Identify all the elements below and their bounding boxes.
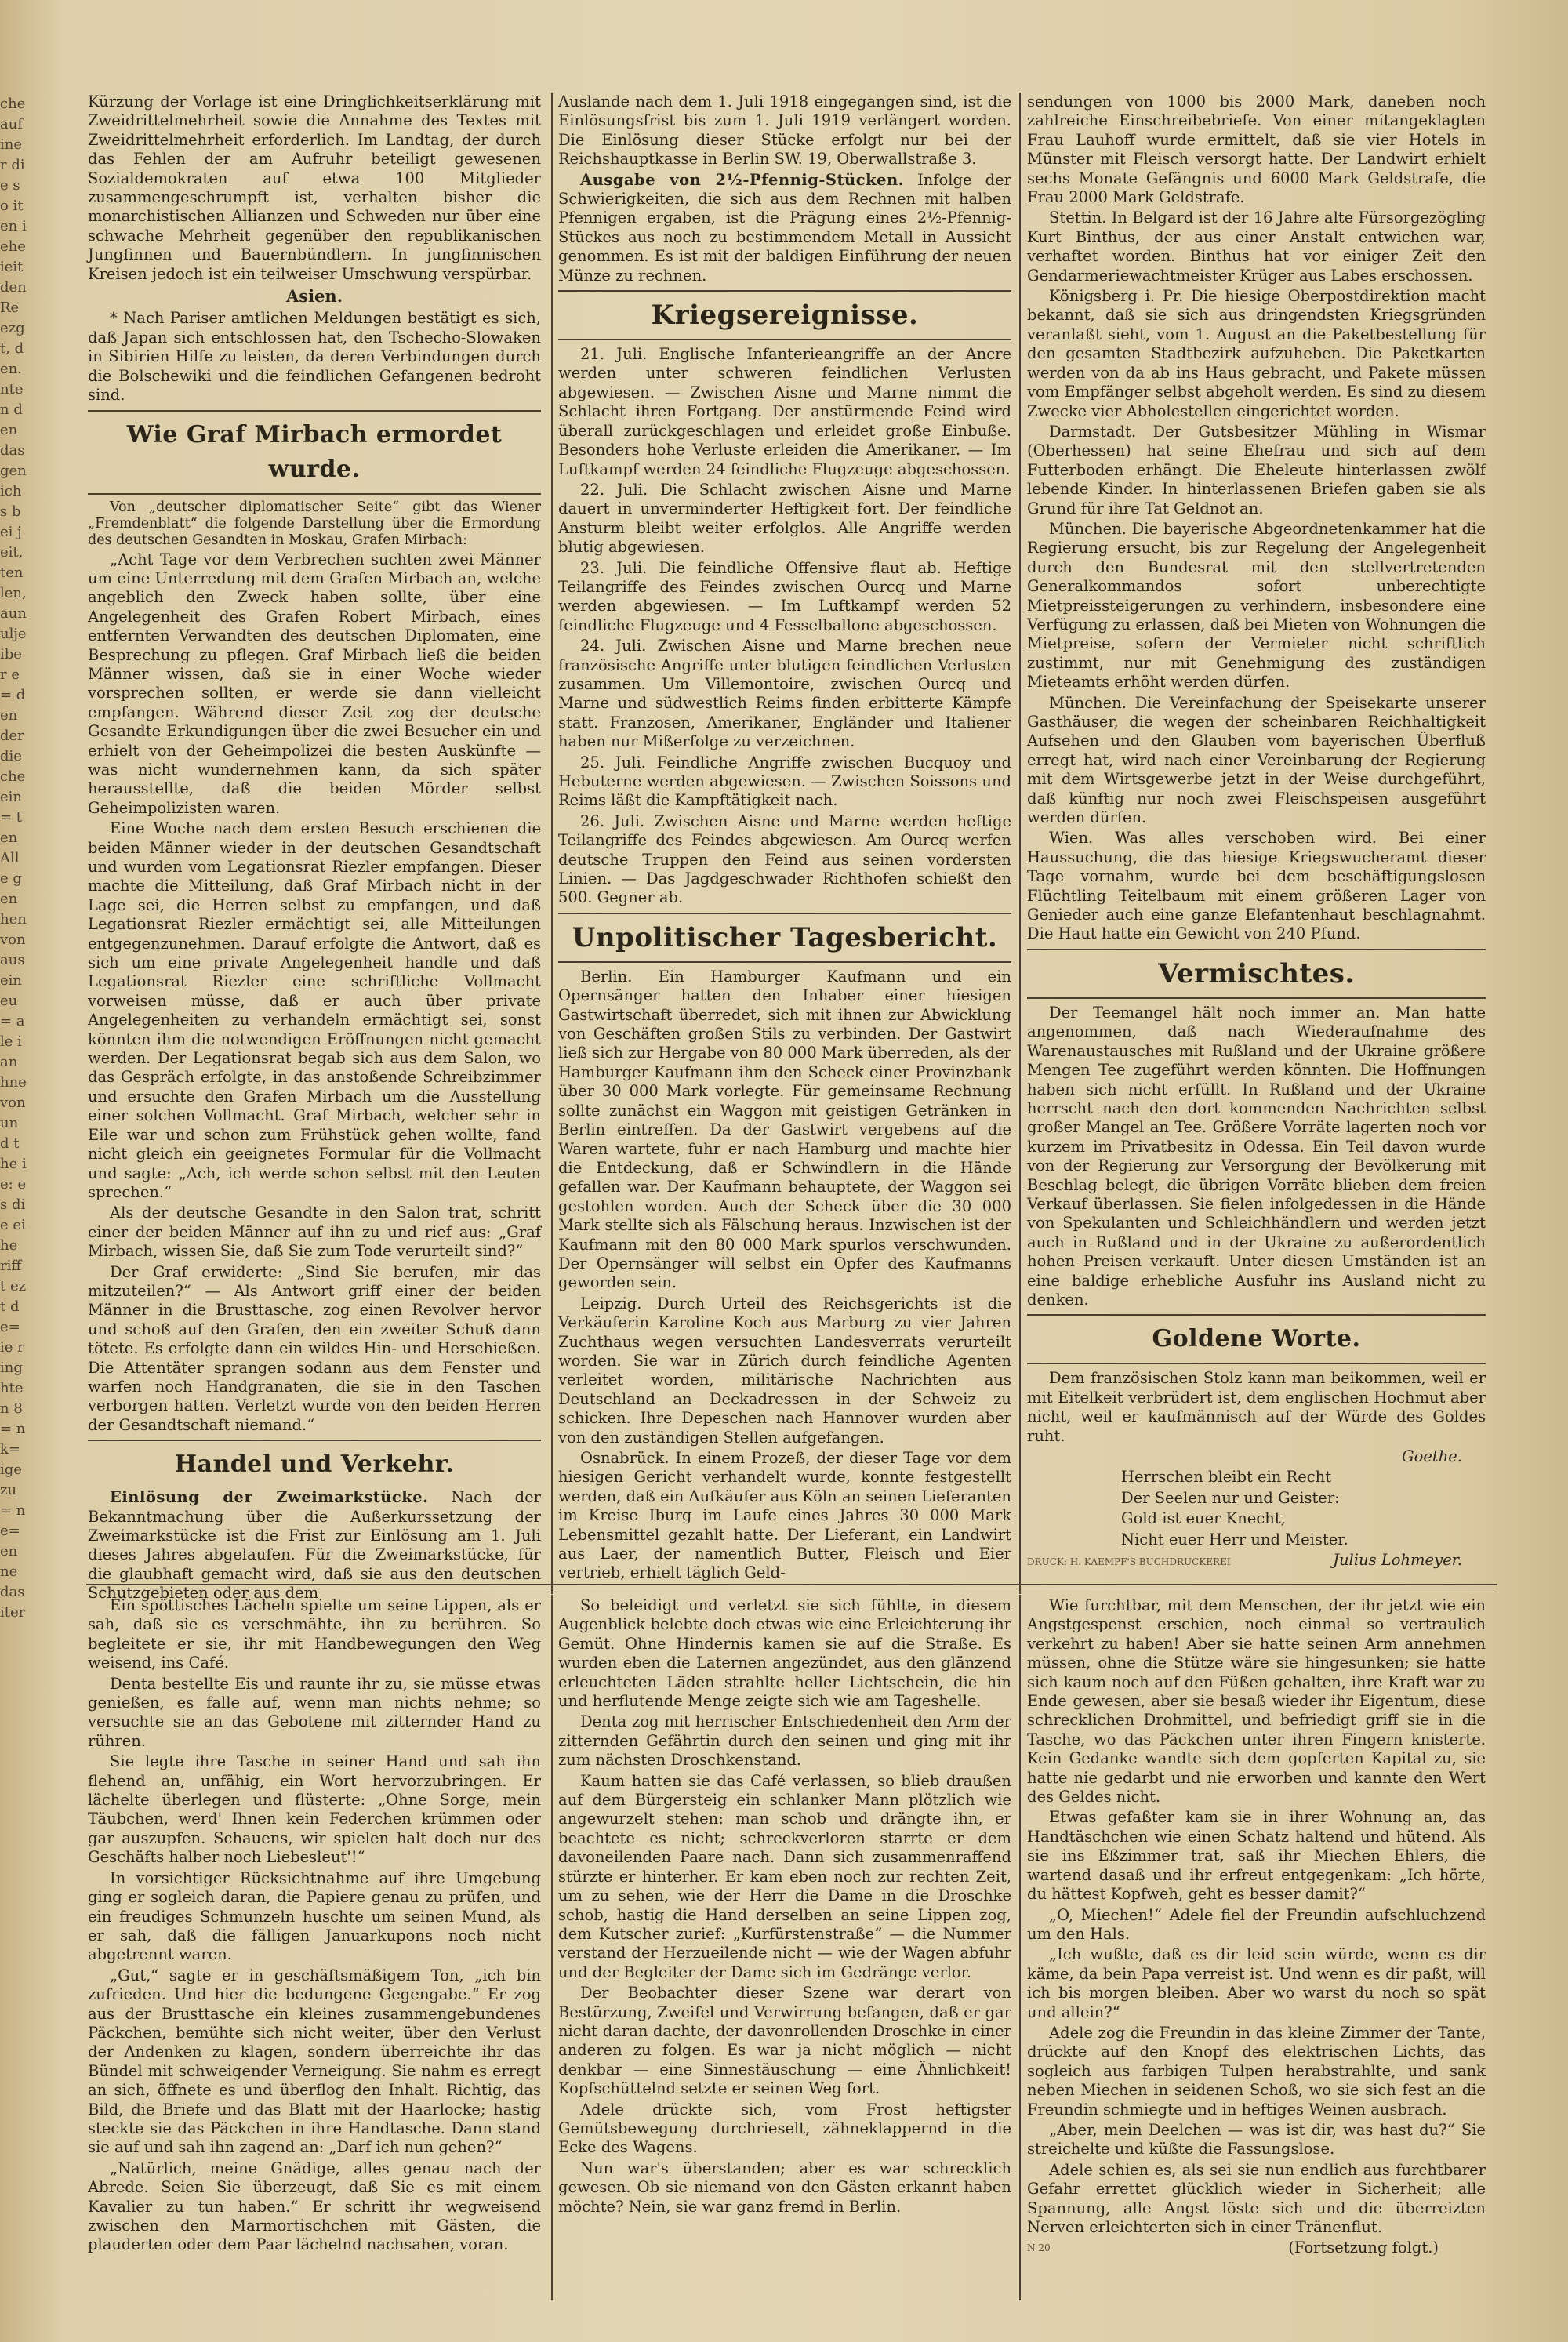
- top-column-2: [558, 93, 1011, 1582]
- story-text: Nun war's überstanden; aber es war schrecklich gewesen. Ob sie niemand von den Gästen erkannt haben möchte? Nein, sie war ganz fremd in Berlin.: [558, 2159, 1011, 2216]
- article-text: Kürzung der Vorlage ist eine Dringlichkeitserklärung mit Zweidrittelmehrheit sowie die Annahme des Textes mit Zweidrittelmehrheit erforderlich. Im Landtag, der durch das Fehlen der am Aufruhr beteiligt gewesenen Sozialdemokraten auf etwa 100 Mitglieder zusammengeschrumpft ist, verhalten bisher die monarchistischen Allianzen und Schweden nur über eine schwache Mehrheit gegenüber den republikanischen Jungfinnen und Bauernbündlern. In jungfinnischen Kreisen jedoch ist ein teilweiser Umschwung verspürbar.: [88, 93, 541, 283]
- headline-kriegsereignisse: Kriegsereignisse.: [651, 300, 919, 332]
- column-rule-1: [551, 93, 553, 1594]
- feuilleton-rule-1: [551, 1595, 553, 2300]
- war-report-23: 23. Juli. Die feindliche Offensive flaut ab. Heftige Teilangriffe des Feindes zwischen Ourcq und Marne werden abgewiesen. — Im Luftkampf werden 52 feindliche Flugzeuge und 4 Fesselballone abgeschossen.: [558, 558, 1011, 634]
- feuilleton-rule-2: [1019, 1595, 1021, 2300]
- story-text: In vorsichtiger Rücksichtnahme auf ihre Umgebung ging er sogleich daran, die Papiere genau zu prüfen, und ein freudiges Schmunzeln huschte um seinen Mund, als er sah, daß die fälligen Januarkupons noch nicht abgetrennt waren.: [88, 1868, 541, 1964]
- report-wien: Wien. Was alles verschoben wird. Bei einer Haussuchung, die das hiesige Kriegswucheramt dieser Tage vornahm, wurde bei dem beschäftigungslosen Flüchtling Teitelbaum mit einem größeren Lager von Genieder auch eine ganze Elefantenhaut beschlagnahmt. Die Haut hatte ein Gewicht von 240 Pfund.: [1027, 829, 1486, 943]
- story-text: Sie legte ihre Tasche in seiner Hand und sah ihn flehend an, unfähig, ein Wort hervorzubringen. Er lächelte überlegen und flüsterte: „Ohne Sorge, mein Täubchen, werd' Ihnen kein Federchen krümmen oder gar auszupfen. Schauens, wir spielen halt doch nur des Geschäfts halber noch Liebesleut'!“: [88, 1752, 541, 1867]
- story-text: Denta bestellte Eis und raunte ihr zu, sie müsse etwas genießen, es falle auf, wenn man nichts nehme; so versuchte sie an das Gebotene mit zitternder Hand zu rühren.: [88, 1674, 541, 1750]
- report-stettin: Stettin. In Belgard ist der 16 Jahre alte Fürsorgezögling Kurt Binthus, der aus einer Anstalt entwichen war, verhaftet worden. Binthus hat vor einiger Zeit den Gendarmeriewachtmeister Krüger aus Labes erschossen.: [1027, 209, 1486, 285]
- article-text: Auslande nach dem 1. Juli 1918 eingegangen sind, ist die Einlösungsfrist bis zum 1. Juli 1919 verlängert worden. Die Einlösung dieser Stücke erfolgt nur bei der Reichshauptkasse in Berlin SW. 19, Oberwallstraße 3.: [558, 93, 1011, 169]
- report-muenchen-1: München. Die bayerische Abgeordnetenkammer hat die Regierung ersucht, bis zur Regelung der Angelegenheit durch den Bundesrat mit den stellvertretenden Generalkommandos sofort unberechtigte Mietpreissteigerungen zu verhindern, insbesondere eine Verfügung zu erlassen, daß bei Mieten von Wohnungen die Mietpreise, sofern der Vermieter nicht schriftlich zustimmt, nur mit Genehmigung des zuständigen Mieteamts erhöht werden dürfen.: [1027, 519, 1486, 692]
- story-text: „Gut,“ sagte er in geschäftsmäßigem Ton, „ich bin zufrieden. Und hier die bedungene Gegengabe.“ Er zog aus der Brusttasche ein kleines zusammengebundenes Päckchen, bemühte sich nicht weiter, über den Verlust der Andenken zu klagen, sondern überreichte ihr das Bündel mit schweigender Verneigung. Sie nahm es erregt an sich, öffnete es und überflog den Inhalt. Richtig, das Bild, die Briefe und das Blatt mit der Haarlocke; hastig steckte sie das Päckchen in ihre Handtasche. Dann stand sie auf und sah ihn zagend an: „Darf ich nun gehen?“: [88, 1966, 541, 2157]
- story-text: „Ich wußte, daß es dir leid sein würde, wenn es dir käme, da bein Papa verreist ist. Und wenn es dir paßt, will ich bis morgen bleiben. Aber wo warst du noch so spät und allein?“: [1027, 1945, 1486, 2021]
- article-text: Nach der Bekanntmachung über die Außerkurssetzung der Zweimarkstücke ist die Frist zur Einlösung am 1. Juli dieses Jahres abgelaufen. Für die Zweimarkstücke, für die glaubhaft gemacht wird, daß sie aus den deutschen Schutzgebieten oder aus dem: [88, 1488, 541, 1603]
- article-text: Als der deutsche Gesandte in den Salon trat, schritt einer der beiden Männer auf ihn zu und rief aus: „Graf Mirbach, wissen Sie, daß Sie zum Tode verurteilt sind?“: [88, 1204, 541, 1261]
- poem-line: Gold ist euer Knecht,: [1121, 1509, 1286, 1528]
- story-text: So beleidigt und verletzt sie sich fühlte, in diesem Augenblick belebte doch etwas wie eine Erleichterung ihr Gemüt. Ohne Hindernis kamen sie auf die Straße. Es wurden eben die Laternen angezündet, aus den glänzend erleuchteten Läden strahlte heller Lichtschein, die hin und herflutende Menge zeigte sich wie am Tageshelle.: [558, 1596, 1011, 1711]
- divider: [558, 913, 1011, 914]
- report-leipzig: Leipzig. Durch Urteil des Reichsgerichts ist die Verkäuferin Karoline Koch aus Marburg zu vier Jahren Zuchthaus wegen versuchten Landesverrats verurteilt worden. Sie war in Zürich durch feindliche Agenten verleitet worden, militärische Nachrichten aus Deutschland an Deckadressen in der Schweiz zu schicken. Ihre Depeschen nach Hannover wurden aber von den zuständigen Stellen aufgefangen.: [558, 1294, 1011, 1447]
- divider: [558, 961, 1011, 963]
- story-text: Adele schien es, als sei sie nun endlich aus furchtbarer Gefahr errettet glücklich wieder in Sicherheit; alle Spannung, alle Angst löste sich und die überreizten Nerven erleichterten sich in einer Tränenflut.: [1027, 2160, 1486, 2236]
- divider: [88, 1440, 541, 1441]
- story-text: „Aber, mein Deelchen — was ist dir, was hast du?“ Sie streichelte und küßte die Fassungslose.: [1027, 2120, 1486, 2159]
- story-text: Denta zog mit herrischer Entschiedenheit den Arm der zitternden Gefährtin durch den seinen und ging mit ihr zum nächsten Droschkenstand.: [558, 1712, 1011, 1770]
- story-text: „O, Miechen!“ Adele fiel der Freundin aufschluchzend um den Hals.: [1027, 1905, 1486, 1943]
- divider: [88, 410, 541, 412]
- headline-mirbach: Wie Graf Mirbach ermordet wurde.: [126, 420, 503, 483]
- page-signature: N 20: [1027, 2242, 1051, 2254]
- item-lead: Ausgabe von 2½-Pfennig-Stücken.: [580, 170, 904, 189]
- story-text: Kaum hatten sie das Café verlassen, so blieb draußen auf dem Bürgersteig ein schlanker Mann plötzlich wie angewurzelt stehen: man schob und drängte ihn, er beachtete es nicht; schreckverloren starrte er dem davoneilenden Paare nach. Dann sich zusammenraffend stürzte er hinterher. Er kam eben noch zur rechten Zeit, um zu sehen, wie der Herr die Dame in die Droschke schob, hastig die Hand derselben an seine Lippen zog, dem Kutscher zurief: „Kurfürstenstraße“ — die Nummer verstand der Herzueilende nicht — wie der Wagen abfuhr und der Begleiter der Dame sich im Gedränge verlor.: [558, 1771, 1011, 1981]
- war-report-21: 21. Juli. Englische Infanterieangriffe an der Ancre werden unter schweren feindlichen Verlusten abgewiesen. — Zwischen Aisne und Marne nimmt die Schlacht ihren Fortgang. Der anstürmende Feind wird überall zurückgeschlagen und erleidet große Einbuße. Besonders hohe Verluste erleiden die Amerikaner. — Im Luftkampf werden 24 feindliche Flugzeuge abgeschossen.: [558, 345, 1011, 478]
- divider: [558, 290, 1011, 292]
- headline-vermischtes: Vermischtes.: [1158, 957, 1355, 989]
- story-text: Adele zog die Freundin in das kleine Zimmer der Tante, drückte auf den Knopf des elektrischen Lichts, das sogleich aus farbigen Tulpen herabstrahlte, und sank neben Miechen in seidenen Schoß, wo sie sich fest an die Freundin schmiegte und in heftiges Weinen ausbrach.: [1027, 2023, 1486, 2119]
- war-report-22: 22. Juli. Die Schlacht zwischen Aisne und Marne dauert in unverminderter Heftigkeit fort. Der feindliche Ansturm bleibt weiter erfolglos. Alle Angriffe werden blutig abgewiesen.: [558, 480, 1011, 557]
- report-koenigsberg: Königsberg i. Pr. Die hiesige Oberpostdirektion macht bekannt, daß sie sich aus dringendsten Kriegsgründen veranlaßt sieht, vom 1. August an die Paketbestellung für den gesamten Stadtbezirk aufzuheben. Die Paketkarten werden von da ab ins Haus gebracht, und Pakete müssen vom Empfänger selbst abgeholt werden. Es sind zu diesem Zwecke vier Abholestellen eingerichtet worden.: [1027, 287, 1486, 420]
- section-heading-asien: Asien.: [285, 286, 343, 307]
- column-rule-2: [1019, 93, 1021, 1594]
- war-report-26: 26. Juli. Zwischen Aisne und Marne werden heftige Teilangriffe des Feindes abgewiesen. Am Ourcq werfen deutsche Truppen den Feind aus seinen vordersten Linien. — Das Jagdgeschwader Richthofen schießt den 500. Gegner ab.: [558, 812, 1011, 907]
- poem-line: Nicht euer Herr und Meister.: [1121, 1530, 1348, 1549]
- quote-author: Goethe.: [1402, 1447, 1462, 1465]
- poem-line: Der Seelen nur und Geister:: [1121, 1488, 1340, 1507]
- story-text: Der Beobachter dieser Szene war derart von Bestürzung, Zweifel und Verwirrung befangen, daß er gar nicht daran dachte, der davonrollenden Droschke in einer anderen zu folgen. Es war ja nicht möglich — nicht denkbar — eine Sinnestäuschung — eine Ähnlichkeit! Kopfschüttelnd setzte er seinen Weg fort.: [558, 1984, 1011, 2098]
- headline-handel: Handel und Verkehr.: [174, 1451, 455, 1479]
- article-text: Eine Woche nach dem ersten Besuch erschienen die beiden Männer wieder in der deutschen Gesandtschaft und wurden vom Legationsrat Riezler empfangen. Dieser machte die Mitteilung, daß Graf Mirbach nicht in der Lage sei, die Herren selbst zu empfangen, und daß Legationsrat Riezler ermächtigt sei, alle Mitteilungen entgegenzunehmen. Darauf erfolgte die Antwort, daß es sich um eine private Angelegenheit handle und daß Legationsrat Riezler eine schriftliche Vollmacht vorweisen müsse, daß er auch über private Angelegenheiten zu verhandeln ermächtigt sei, sonst könnten ihm die notwendigen Eröffnungen nicht gemacht werden. Der Legationsrat begab sich aus dem Salon, wo das Gespräch erfolgte, in das anstoßende Schreibzimmer und ersuchte den Grafen Mirbach um die Ausstellung einer solchen Vollmacht. Graf Mirbach, welcher sehr in Eile war und schon zum Frühstück gehen wollte, fand nicht gleich ein geeignetes Formular für die Vollmacht und sagte: „Ach, ich werde schon selbst mit den Leuten sprechen.“: [88, 819, 541, 1201]
- article-text: * Nach Pariser amtlichen Meldungen bestätigt es sich, daß Japan sich entschlossen hat, den Tschecho-Slowaken in Sibirien Hilfe zu leisten, da deren Verbindungen durch die Bolschewiki und die feindlichen Gefangenen bedroht sind.: [88, 309, 541, 405]
- printer-imprint: DRUCK: H. KAEMPF'S BUCHDRUCKEREI: [1027, 1556, 1231, 1568]
- report-teemangel: Der Teemangel hält noch immer an. Man hatte angenommen, daß nach Wiederaufnahme des Warenaustausches mit Rußland und der Ukraine größere Mengen Tee zugeführt werden könnten. Die Hoffnungen haben sich nicht erfüllt. In Rußland und der Ukraine herrscht nach den dort kommenden Nachrichten selbst großer Mangel an Tee. Größere Vorräte lagerten noch vor kurzem im Privatbesitz in Odessa. Ein Teil davon wurde von der Regierung zur Versorgung der Bevölkerung mit Beschlag belegt, die übrigen Vorräte blieben dem freien Verkauf überlassen. Sie fielen infolgedessen in die Hände von Spekulanten und Schleichhändlern und werden jetzt auch in Rußland und in der Ukraine zu außerordentlich hohen Preisen verkauft. Unter diesen Umständen ist an eine baldige erhebliche Ausfuhr ins Ausland nicht zu denken.: [1027, 1003, 1486, 1309]
- article-text: Der Graf erwiderte: „Sind Sie berufen, mir das mitzuteilen?“ — Als Antwort griff einer der beiden Männer in die Brusttasche, zog einen Revolver hervor und schoß auf den Grafen, den ein zweiter Schuß dann tötete. Es erfolgte dann ein wildes Hin- und Herschießen. Die Attentäter sprangen sodann aus dem Fenster und warfen noch Handgranaten, die sie in den Taschen verborgen hatten. Verletzt wurde von den beiden Herren der Gesandtschaft niemand.“: [88, 1262, 541, 1434]
- divider: [1027, 1363, 1486, 1364]
- headline-goldene-worte: Goldene Worte.: [1152, 1325, 1361, 1353]
- report-osnabrueck: Osnabrück. In einem Prozeß, der dieser Tage vor dem hiesigen Gericht verhandelt wurde, konnte festgestellt werden, daß ein Aufkäufer aus Köln an seinen Lieferanten im Kreise Iburg im Laufe eines Jahres 30 000 Mark Lebensmittel gezahlt hatte. Der Lieferant, ein Landwirt aus Laer, der namentlich Butter, Fleisch und Eier vertrieb, erhielt täglich Geld-: [558, 1449, 1011, 1582]
- quote-author: Julius Lohmeyer.: [1333, 1551, 1462, 1570]
- adjacent-page-edge-text: che auf iner die so iten iehe ieit den Re ezgt, den. nten den das gen ichs bei jeit, ten len, aun ulje iber e= den der die che ein= ten Alle gen hen von aus ein eu= ale ian hne von und the ie: e s die eihe rifft ezt de= ie ring hten 8 = nk= ige zu= ne= en ne das iter: [0, 96, 27, 1621]
- feuilleton-column-2: [558, 1596, 1011, 2302]
- report-berlin: Berlin. Ein Hamburger Kaufmann und ein Opernsänger hatten den Inhaber einer hiesigen Gastwirtschaft überredet, sich mit ihnen zur Abwicklung von Geschäften großen Stils zu verbinden. Der Gastwirt ließ sich zur Hergabe von 80 000 Mark überreden, als der Hamburger Kaufmann ihm den Scheck einer Provinzbank über 30 000 Mark vorlegte. Für gemeinsame Rechnung sollte zunächst ein Waggon mit geistigen Getränken in Berlin eintreffen. Da der Gastwirt vergebens auf die Waren wartete, fuhr er nach Hamburg und machte hier die Entdeckung, daß er Schwindlern in die Hände gefallen war. Der Kaufmann behauptete, der Waggon sei gestohlen worden. Auch der Scheck über die 30 000 Mark stellte sich als Fälschung heraus. Inzwischen ist der Kaufmann mit den 80 000 Mark spurlos verschwunden. Der Opernsänger will selbst ein Opfer des Kaufmanns geworden sein.: [558, 967, 1011, 1292]
- divider: [1027, 997, 1486, 999]
- divider: [88, 493, 541, 495]
- top-column-3: [1027, 93, 1486, 1582]
- top-column-1: [88, 93, 541, 1603]
- story-text: Ein spöttisches Lächeln spielte um seine Lippen, als er sah, daß sie es verschmähte, ihn zu berühren. So begleitete er sie, ihr mit Handbewegungen den Weg weisend, ins Café.: [88, 1596, 541, 1672]
- report-darmstadt: Darmstadt. Der Gutsbesitzer Mühling in Wismar (Oberhessen) hat seine Ehefrau und sich auf dem Futterboden erhängt. Die Eheleute hinterlassen zwölf lebende Kinder. In hinterlassenen Briefen gaben sie als Grund für ihre Tat Geldnot an.: [1027, 422, 1486, 517]
- feuilleton-column-3: [1027, 1596, 1486, 2302]
- article-text: sendungen von 1000 bis 2000 Mark, daneben noch zahlreiche Einschreibebriefe. Von einer mitangeklagten Frau Lauhoff wurde ermittelt, daß sie vier Hotels in Münster mit Fleisch versorgt hatte. Der Landwirt erhielt sechs Monate Gefängnis und 6000 Mark Geldstrafe, die Frau 2000 Mark Geldstrafe.: [1027, 93, 1486, 207]
- feuilleton-column-1: [88, 1596, 541, 2302]
- divider: [558, 339, 1011, 340]
- poem-line: Herrschen bleibt ein Recht: [1121, 1468, 1332, 1487]
- quote-text: Dem französischen Stolz kann man beikommen, weil er mit Eitelkeit verbrüdert ist, dem englischen Hochmut aber nicht, weil er kaufmännisch auf der Würde des Goldes ruht.: [1027, 1369, 1486, 1445]
- war-report-25: 25. Juli. Feindliche Angriffe zwischen Bucquoy und Hebuterne werden abgewiesen. — Zwischen Soissons und Reims läßt die Kampftätigkeit nach.: [558, 753, 1011, 810]
- divider: [1027, 949, 1486, 950]
- report-muenchen-2: München. Die Vereinfachung der Speisekarte unserer Gasthäuser, die wegen der scheinbaren Reichhaltigkeit Aufsehen und den Glauben vom bayerischen Überfluß erregt hat, wird nach einer Vereinbarung der Regierung mit dem Wirtsgewerbe jetzt in der Weise durchgeführt, daß künftig nur noch zwei Fleischspeisen ausgeführt werden dürfen.: [1027, 693, 1486, 827]
- story-text: „Natürlich, meine Gnädige, alles genau nach der Abrede. Seien Sie überzeugt, daß Sie es mit einem Kavalier zu tun haben.“ Er schritt ihr wegweisend zwischen den Marmortischchen mit Gästen, die plauderten oder dem Paar lächelnd nachsahen, voran.: [88, 2159, 541, 2254]
- headline-tagesbericht: Unpolitischer Tagesbericht.: [572, 921, 998, 953]
- item-lead: Einlösung der Zweimarkstücke.: [110, 1488, 429, 1507]
- article-text: „Acht Tage vor dem Verbrechen suchten zwei Männer um eine Unterredung mit dem Grafen Mirbach an, welche angeblich den Zweck haben sollte, über eine Angelegenheit des Grafen Robert Mirbach, eines entfernten Verwandten des deutschen Diplomaten, eine Besprechung zu pflegen. Graf Mirbach ließ die beiden Männer wissen, daß sie in einer Woche wieder vorsprechen sollten, er werde sie dann vielleicht empfangen. Während dieser Zeit zog der deutsche Gesandte Erkundigungen über die zwei Besucher ein und erhielt von der Geheimpolizei die besten Auskünfte — was nicht wundernehmen kann, da sich später herausstellte, daß die beiden Mörder selbst Geheimpolizisten waren.: [88, 550, 541, 817]
- continuation-note: (Fortsetzung folgt.): [1288, 2239, 1439, 2257]
- story-text: Etwas gefaßter kam sie in ihrer Wohnung an, das Handtäschchen wie einen Schatz haltend und hütend. Als sie ins Eßzimmer trat, saß ihr Miechen Ehlers, die wartend dasaß und ihr erfreut entgegenkam: „Ich hörte, du hättest Kopfweh, geht es besser damit?“: [1027, 1808, 1486, 1904]
- war-report-24: 24. Juli. Zwischen Aisne und Marne brechen neue französische Angriffe unter blutigen feindlichen Verlusten zusammen. Um Villemontoire, zwischen Ourcq und Marne und südwestlich Reims finden erbitterte Kämpfe statt. Franzosen, Amerikaner, Engländer und Italiener haben nur Mißerfolge zu verzeichnen.: [558, 637, 1011, 751]
- story-text: Wie furchtbar, mit dem Menschen, der ihr jetzt wie ein Angstgespenst erschien, noch einmal so vertraulich verkehrt zu haben! Aber sie hatte seinen Arm annehmen müssen, ohne die Stütze wäre sie hingesunken; sie hatte sich kaum noch auf den Füßen gehalten, ihre Kraft war zu Ende gewesen, aber sie besaß wieder ihr Eigentum, diese schrecklichen Drohmittel, und befriedigt griff sie in die Tasche, wo das Päckchen unter ihren Fingern knisterte. Kein Gedanke wandte sich dem gopferten Kapital zu, sie hatte nie gedarbt und nie erworben und kannte den Wert des Geldes nicht.: [1027, 1596, 1486, 1806]
- story-text: Adele drückte sich, vom Frost heftigster Gemütsbewegung durchrieselt, zähneklappernd in die Ecke des Wagens.: [558, 2100, 1011, 2157]
- article-text: Infolge der Schwierigkeiten, die sich aus dem Rechnen mit halben Pfennigen ergaben, ist die Prägung eines 2½-Pfennig-Stückes aus noch zu bestimmendem Metall in Aussicht genommen. Es ist mit der baldigen Einführung der neuen Münze zu rechnen.: [558, 170, 1011, 285]
- divider: [1027, 1314, 1486, 1316]
- article-intro: Von „deutscher diplomatischer Seite“ gibt das Wiener „Fremdenblatt“ die folgende Darstellung über die Ermordung des deutschen Gesandten in Moskau, Grafen Mirbach:: [88, 499, 541, 548]
